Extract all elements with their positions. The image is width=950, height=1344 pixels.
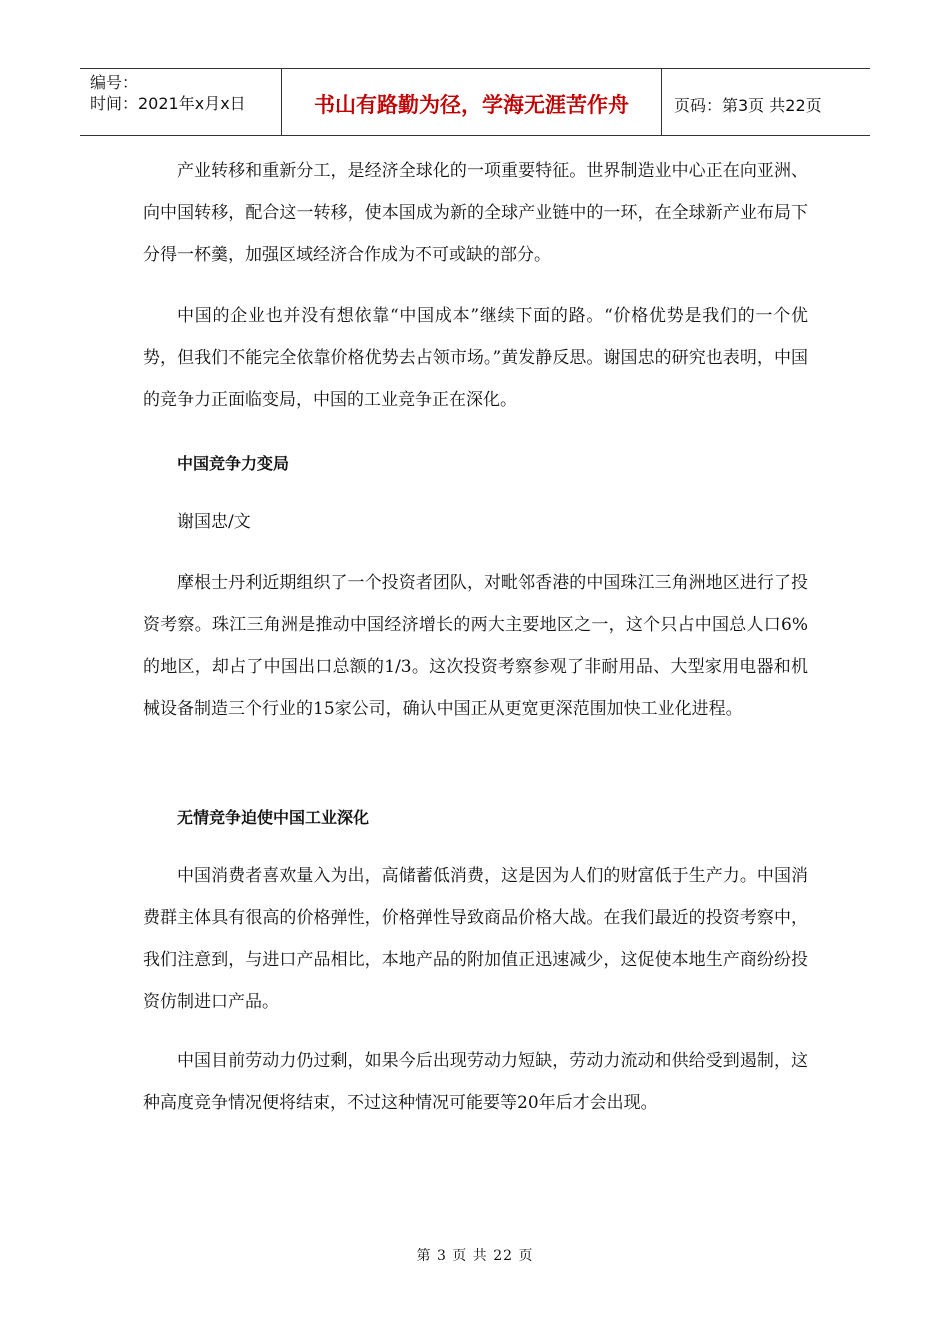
section-heading: 无情竞争迫使中国工业深化 xyxy=(177,808,370,827)
header-meta xyxy=(80,69,282,135)
section-heading: 中国竞争力变局 xyxy=(177,454,290,473)
paragraph: 产业转移和重新分工，是经济全球化的一项重要特征。世界制造业中心正在向亚洲、向中国转移，配合这一转移，使本国成为新的全球产业链中的一环，在全球新产业布局下分得一杯羹，加强区域经济合作成为不可或缺的部分。 xyxy=(143,161,808,265)
document-number-label: 编号： xyxy=(90,73,139,92)
page-footer: 第 3 页 共 22 页 xyxy=(416,1248,534,1264)
header-page-info: 页码：第3页 共22页 xyxy=(674,95,822,115)
document-date: 时间：2021年x月x日 xyxy=(90,94,246,113)
paragraph: 摩根士丹利近期组织了一个投资者团队，对毗邻香港的中国珠江三角洲地区进行了投资考察。珠江三角洲是推动中国经济增长的两大主要地区之一，这个只占中国总人口6%的地区，却占了中国出口总额的1/3。这次投资考察参观了非耐用品、大型家用电器和机械设备制造三个行业的15家公司，确认中国正从更宽更深范围加快工业化进程。 xyxy=(143,573,808,719)
page-header xyxy=(80,68,870,136)
paragraph: 中国目前劳动力仍过剩，如果今后出现劳动力短缺，劳动力流动和供给受到遏制，这种高度竞争情况便将结束，不过这种情况可能要等20年后才会出现。 xyxy=(143,1051,808,1113)
paragraph: 中国的企业也并没有想依靠“中国成本”继续下面的路。“价格优势是我们的一个优势，但我们不能完全依靠价格优势去占领市场。”黄发静反思。谢国忠的研究也表明，中国的竞争力正面临变局，中国的工业竞争正在深化。 xyxy=(143,306,808,410)
paragraph: 中国消费者喜欢量入为出，高储蓄低消费，这是因为人们的财富低于生产力。中国消费群主体具有很高的价格弹性，价格弹性导致商品价格大战。在我们最近的投资考察中，我们注意到，与进口产品相比，本地产品的附加值正迅速减少，这促使本地生产商纷纷投资仿制进口产品。 xyxy=(143,866,808,1012)
header-motto: 书山有路勤为径，学海无涯苦作舟 xyxy=(282,69,662,135)
author-line: 谢国忠/文 xyxy=(177,512,251,532)
